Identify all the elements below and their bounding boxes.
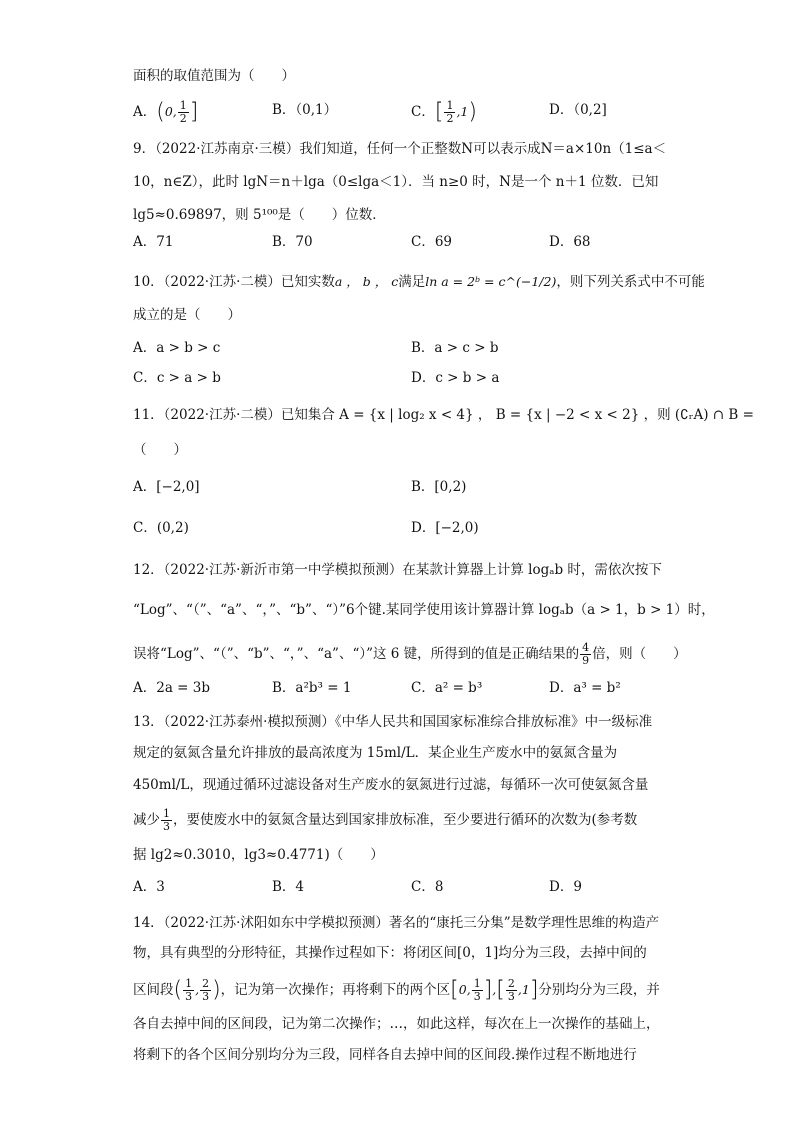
q13-option-b[interactable]: B．4 (272, 879, 305, 895)
q9-line-2: 10，n∈Z），此时 lgN＝n＋lga（0≤lga＜1）．当 n≥0 时，N是一个 n＋1 位数．已知 (133, 174, 659, 190)
q11-option-b[interactable]: B．[0,2) (411, 479, 467, 495)
q9-option-a[interactable]: A．71 (133, 234, 174, 250)
q9-option-d[interactable]: D．68 (549, 234, 591, 250)
q8-option-a[interactable]: A．(0, $\frac{1}{2}$ ] (133, 99, 199, 125)
q10-option-b[interactable]: B．a > c > b (411, 340, 499, 356)
q9-option-c[interactable]: C．69 (411, 234, 453, 250)
q10-option-a[interactable]: A．a > b > c (133, 340, 221, 356)
q12-option-c[interactable]: C．a² = b³ (411, 680, 483, 696)
q13-line-4: 减少 $\frac{1}{3}$ ，要使废水中的氨氮含量达到国家排放标准，至少要进行循环的次数为(参考数 (133, 807, 638, 833)
q12-line-3: 误将“Log”、“（”、“b”、“，”、“a”、“）”这 6 键，所得到的值是正确结果的 $\frac{4}{9}$ 倍，则（ ） (133, 641, 687, 667)
q11-line-2: （ ） (133, 442, 187, 458)
q9-option-b[interactable]: B．70 (272, 234, 313, 250)
q11-option-d[interactable]: D．[−2,0) (411, 520, 479, 536)
q10-equation: ln a = 2ᵇ = c^(−1/2) (425, 274, 557, 289)
q14-line-2: 物，具有典型的分形特征，其操作过程如下：将闭区间[0，1]均分为三段，去掉中间的 (133, 945, 647, 961)
q13-line-3: 450ml/L，现通过循环过滤设备对生产废水的氨氮进行过滤，每循环一次可使氨氮含量 (133, 777, 649, 793)
q12-fraction: $\frac{4}{9}$ (582, 641, 590, 667)
q12-option-a[interactable]: A．2a = 3b (133, 680, 211, 696)
q13-option-c[interactable]: C．8 (411, 879, 444, 895)
q13-line-5: 据 lg2≈0.3010，lg3≈0.4771)（ ） (133, 847, 384, 863)
q12-line-1: 12．（2022·江苏·新沂市第一中学模拟预测）在某款计算器上计算 logₐb 时，需依次按下 (133, 562, 662, 578)
q10-option-d[interactable]: D．c > b > a (411, 370, 500, 386)
q14-line-4: 各自去掉中间的区间段，记为第二次操作；…，如此这样，每次在上一次操作的基础上， (133, 1016, 660, 1032)
q8-option-c[interactable]: C．[ $\frac{1}{2}$ ,1) (411, 99, 477, 125)
q14-line-3: 区间段( $\frac{1}{3}$ , $\frac{2}{3}$ )，记为第一次操作；再将剩下的两个区[0, $\frac{1}{3}$ ],[ $\frac{2}{3}$ ,1]分别均分为三段，并 (133, 977, 660, 1003)
q8-option-b[interactable]: B．（0,1） (272, 102, 338, 118)
q11-option-c[interactable]: C．(0,2) (133, 520, 189, 536)
q9-line-3: lg5≈0.69897，则 5¹⁰⁰是（ ）位数． (133, 207, 386, 223)
q12-line-2: “Log”、“（”、“a”、“，”、“b”、“）”6个键.某同学使用该计算器计算 logₐb（a > 1，b > 1）时， (133, 602, 715, 618)
q9-line-1: 9．（2022·江苏南京·三模）我们知道，任何一个正整数N可以表示成N＝a×10n（1≤a＜ (133, 141, 667, 157)
q13-line-2: 规定的氨氮含量允许排放的最高浓度为 15ml/L．某企业生产废水中的氨氮含量为 (133, 745, 618, 761)
question-8-tail: 面积的取值范围为（ ） (133, 68, 295, 84)
q14-line-5: 将剩下的各个区间分别均分为三段，同样各自去掉中间的区间段.操作过程不断地进行 (133, 1047, 637, 1063)
q10-vars: a ， b ， c (334, 274, 399, 289)
q8-option-d[interactable]: D．（0,2] (549, 102, 607, 118)
q10-line-2: 成立的是（ ） (133, 307, 241, 323)
q12-option-d[interactable]: D．a³ = b² (549, 680, 621, 696)
q10-option-c[interactable]: C．c > a > b (133, 370, 221, 386)
q12-option-b[interactable]: B．a²b³ = 1 (272, 680, 352, 696)
q13-line-1: 13．（2022·江苏泰州·模拟预测）《中华人民共和国国家标准综合排放标准》中一级标准 (133, 714, 653, 730)
q13-option-a[interactable]: A．3 (133, 879, 165, 895)
q14-line-1: 14．（2022·江苏·沭阳如东中学模拟预测）著名的“康托三分集”是数学理性思维的构造产 (133, 915, 660, 931)
q10-line-1: 10．（2022·江苏·二模）已知实数a ， b ， c满足ln a = 2ᵇ = c^(−1/2)，则下列关系式中不可能 (133, 274, 705, 290)
q11-option-a[interactable]: A．[−2,0] (133, 479, 200, 495)
q13-option-d[interactable]: D．9 (549, 879, 582, 895)
q13-fraction: $\frac{1}{3}$ (163, 807, 170, 833)
q11-line-1: 11．（2022·江苏·二模）已知集合 A = {x | log₂ x < 4} ， B = {x | −2 < x < 2} ，则 (∁ᵣA) ∩ B = (133, 407, 754, 423)
